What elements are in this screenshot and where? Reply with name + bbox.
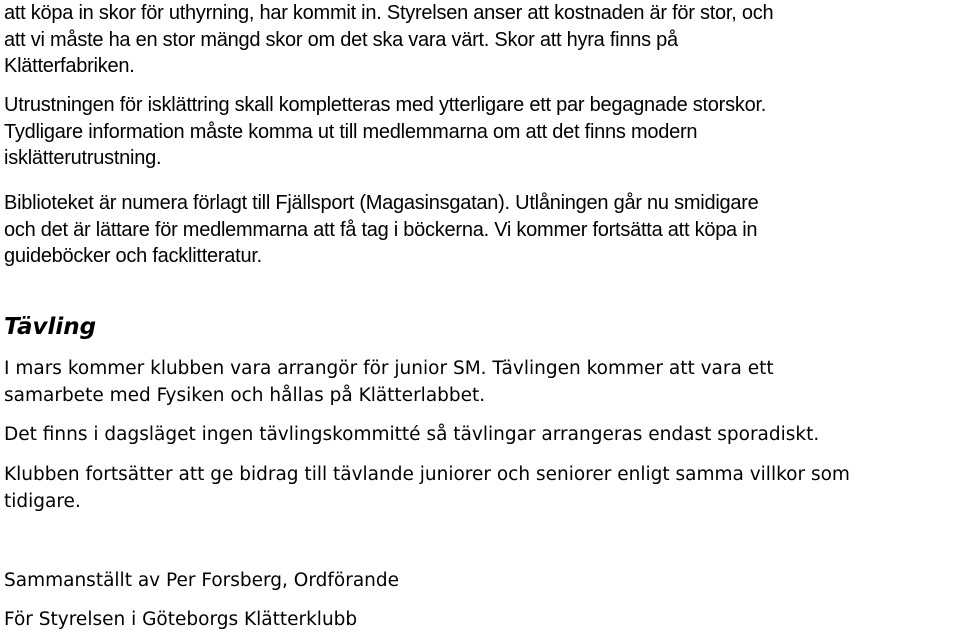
paragraph-junior-sm: I mars kommer klubben vara arrangör för junior SM. Tävlingen kommer att vara ett samarbete med Fysiken och hållas på Klätterlabbet. (4, 358, 774, 406)
paragraph-library: Biblioteket är numera förlagt till Fjällsport (Magasinsgatan). Utlåningen går nu smidigare och det är lättare för medlemmarna att få tag i böckerna. Vi kommer fortsätta att köpa in guideböcker och facklitteratur. (4, 192, 759, 267)
paragraph-competition-committee: Det finns i dagsläget ingen tävlingskommitté så tävlingar arrangeras endast sporadiskt. (4, 424, 820, 445)
paragraph-ice-equipment: Utrustningen för isklättring skall kompletteras med ytterligare ett par begagnade storskor. Tydligare information måste komma ut till medlemmarna om att det finns modern isklätterutrustning. (4, 94, 767, 169)
paragraph-grants: Klubben fortsätter att ge bidrag till tävlande juniorer och seniorer enligt samma villkor som tidigare. (4, 464, 850, 512)
section-heading-competition: Tävling (4, 314, 97, 340)
signature-author: Sammanställt av Per Forsberg, Ordförande (4, 570, 400, 591)
paragraph-shoes: att köpa in skor för uthyrning, har kommit in. Styrelsen anser att kostnaden är för stor, och att vi måste ha en stor mängd skor om det ska vara värt. Skor att hyra finns på Klätterfabriken. (4, 2, 774, 77)
signature-board: För Styrelsen i Göteborgs Klätterklubb (4, 609, 358, 630)
